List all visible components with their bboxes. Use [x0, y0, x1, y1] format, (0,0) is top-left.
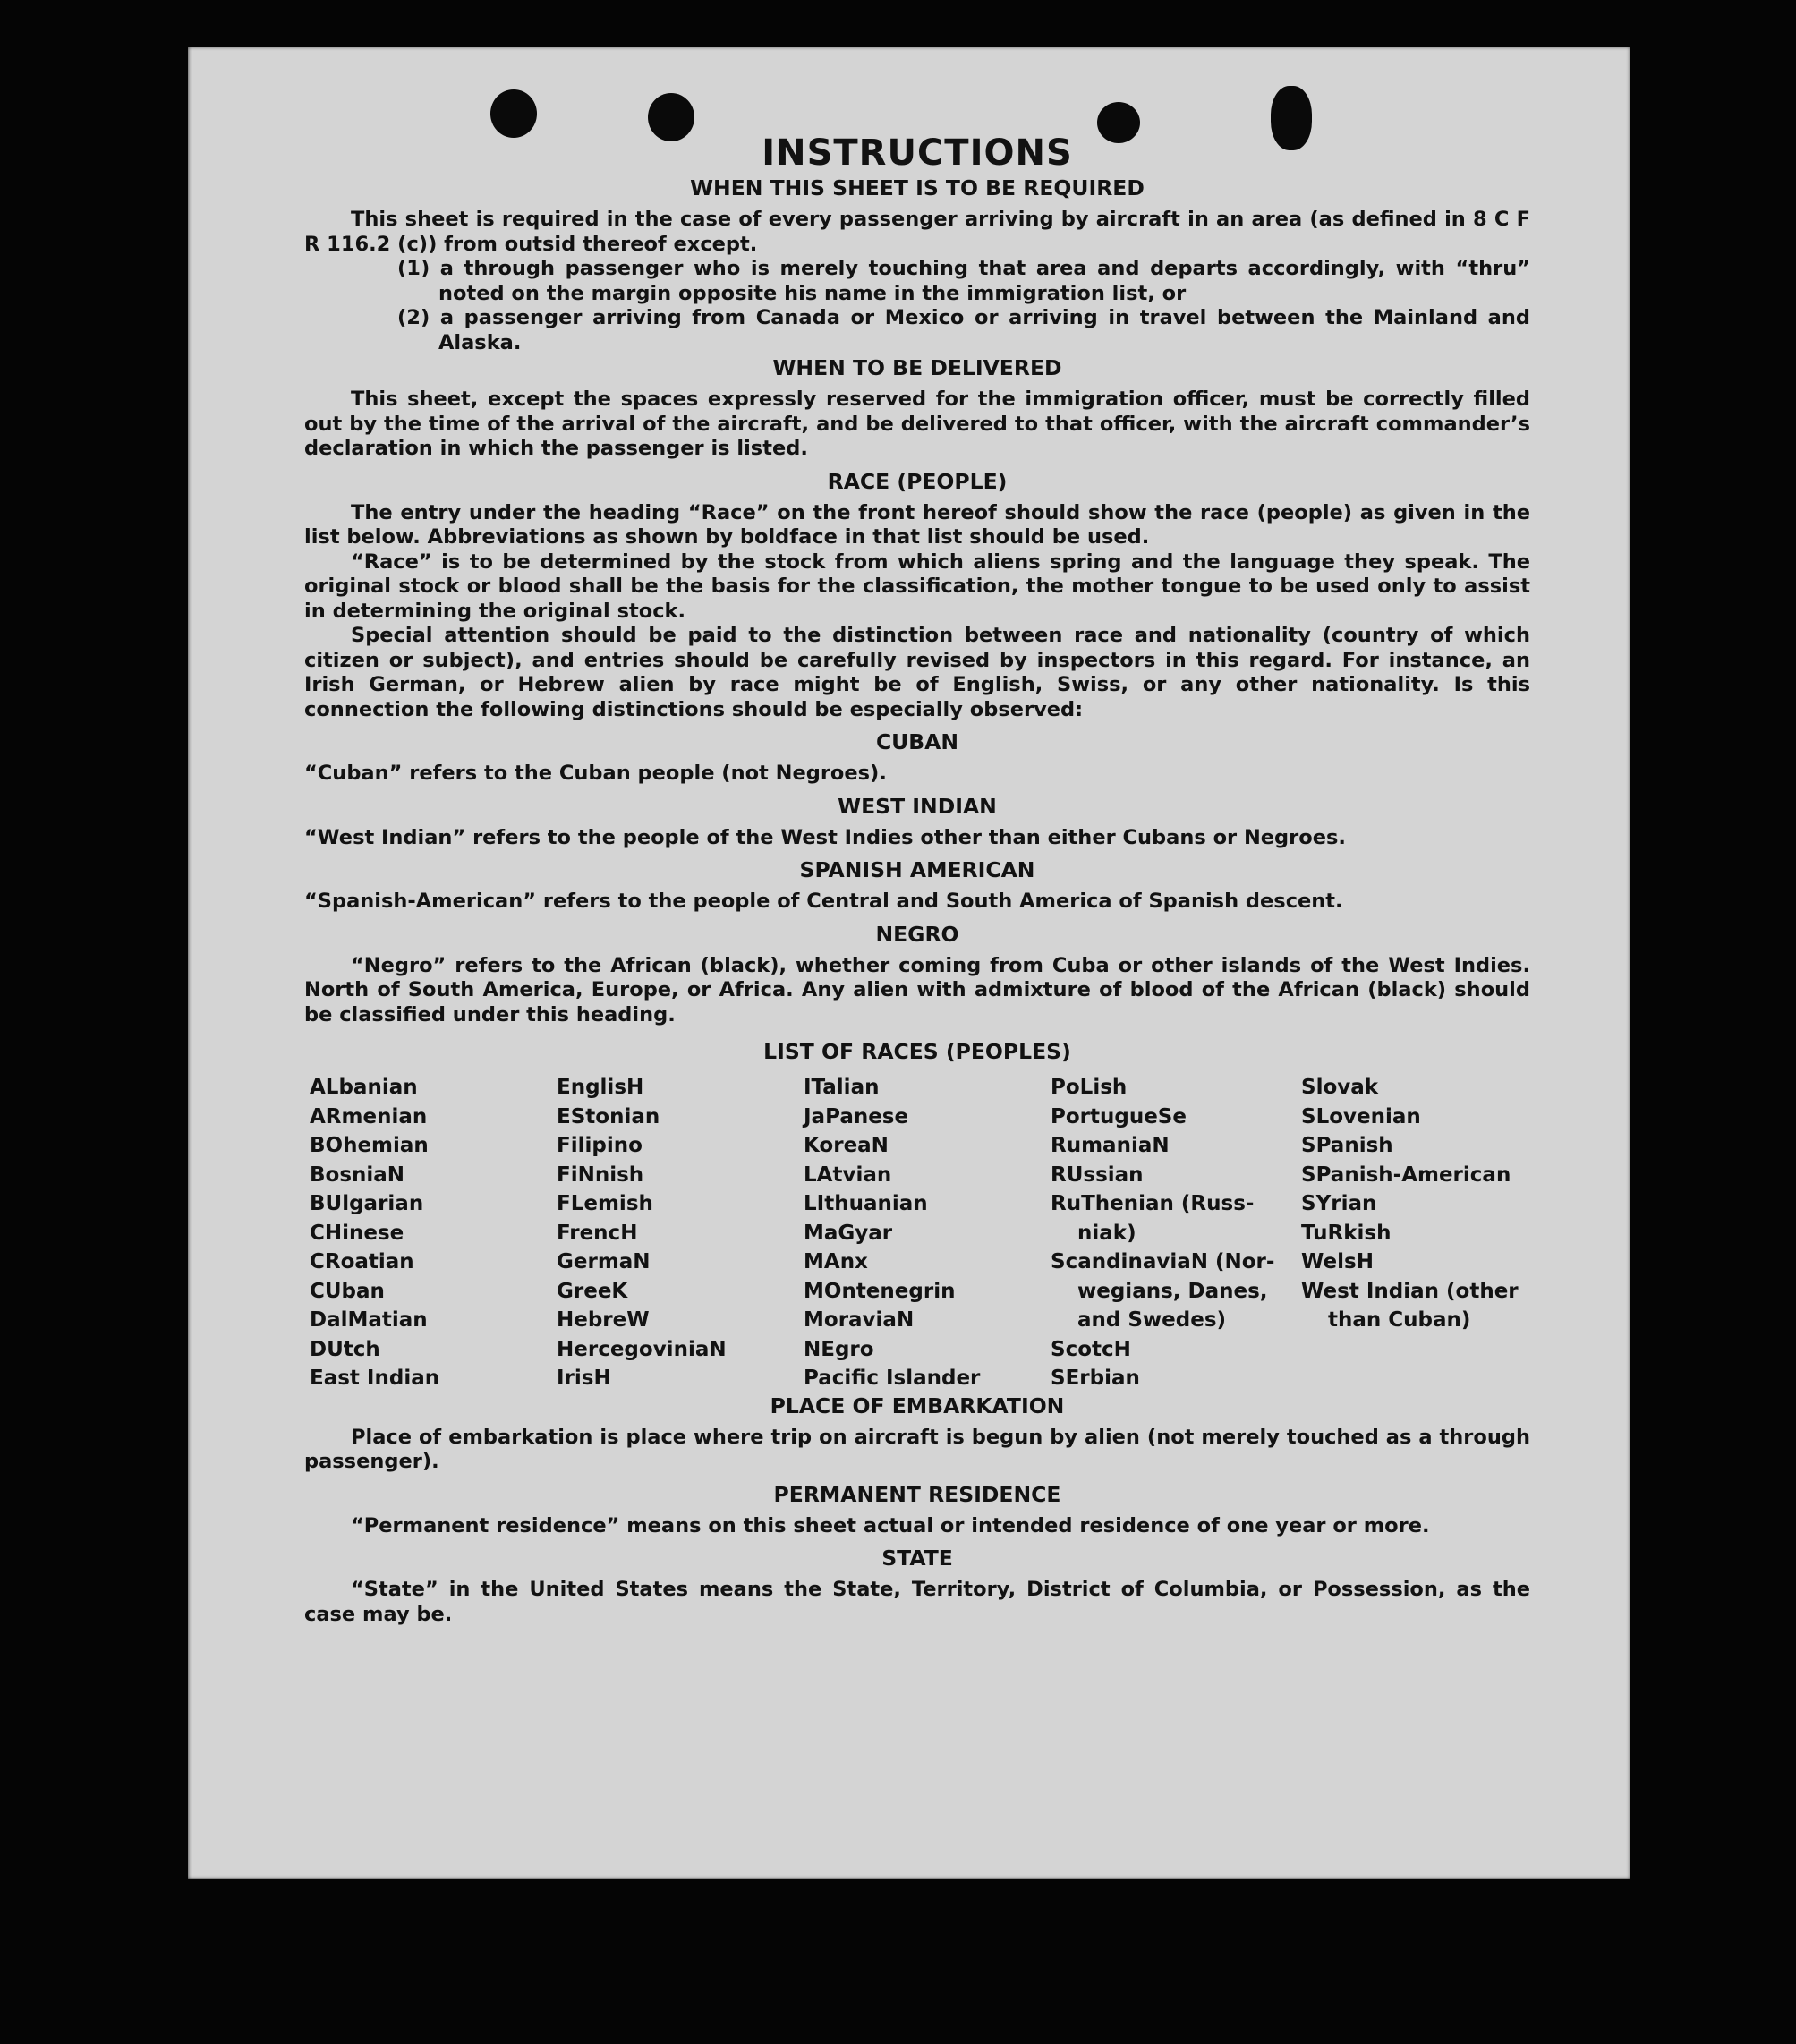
race-entry: ScotcH [1051, 1337, 1131, 1361]
race-entry: EStonian [557, 1104, 660, 1128]
race-entry: MaGyar [804, 1221, 893, 1245]
race-entry: Slovak [1301, 1076, 1379, 1099]
race-entry: IrisH [557, 1367, 611, 1390]
required-paragraph: This sheet is required in the case of every passenger arriving by aircraft in an area (as defined in 8 C F R 116.2 (c)) from outsid thereof except. [304, 208, 1530, 256]
race-entry: LIthuanian [804, 1192, 928, 1215]
residence-paragraph: “Permanent residence” means on this sheet actual or intended residence of one year or more. [351, 1513, 1430, 1537]
embarkation-paragraph: Place of embarkation is place where trip on aircraft is begun by alien (not merely touched as a through passenger). [304, 1425, 1530, 1473]
document-title: INSTRUCTIONS [762, 132, 1073, 174]
race-entry: EnglisH [557, 1076, 644, 1099]
section-heading-delivered: WHEN TO BE DELIVERED [772, 355, 1062, 380]
race-entry: ScandinaviaN (Nor- [1051, 1250, 1275, 1273]
race-entry: BOhemian [310, 1134, 429, 1157]
punch-hole [490, 89, 537, 138]
section-heading-cuban: CUBAN [875, 729, 959, 754]
required-exception-1: (1) a through passenger who is merely touching that area and departs accordingly, with “thru” noted on the margin opposite his name in the immigration list, or [397, 257, 1530, 305]
race-entry: SLovenian [1301, 1104, 1421, 1128]
section-heading-list-of-races: LIST OF RACES (PEOPLES) [763, 1039, 1071, 1064]
race-entry: DUtch [310, 1337, 380, 1361]
race-entry: Filipino [557, 1134, 643, 1157]
required-exception-2: (2) a passenger arriving from Canada or Mexico or arriving in travel between the Mainland and Alaska. [397, 306, 1530, 354]
cuban-paragraph: “Cuban” refers to the Cuban people (not Negroes). [304, 762, 887, 785]
race-entry: BosniaN [310, 1163, 405, 1187]
race-entry: SYrian [1301, 1192, 1377, 1215]
section-heading-spanish-american: SPANISH AMERICAN [799, 857, 1035, 882]
section-heading-race: RACE (PEOPLE) [827, 468, 1008, 494]
race-paragraph-1: The entry under the heading “Race” on the front hereof should show the race (people) as given in the list below. Abbreviations as shown by boldface in that list should be used. [304, 500, 1530, 549]
spanish-american-paragraph: “Spanish-American” refers to the people of Central and South America of Spanish descent. [304, 890, 1343, 913]
delivered-paragraph: This sheet, except the spaces expressly reserved for the immigration officer, must be correctly filled out by the time of the arrival of the aircraft, and be delivered to that officer, with the aircraft commander’s declaration in which the passenger is listed. [304, 388, 1530, 460]
race-entry: East Indian [310, 1367, 440, 1390]
race-entry: FLemish [557, 1192, 653, 1215]
race-entry: MAnx [804, 1250, 868, 1273]
race-entry: HercegoviniaN [557, 1337, 727, 1361]
race-entry: SErbian [1051, 1367, 1140, 1390]
race-entry: ARmenian [310, 1104, 428, 1128]
races-column-4 [1051, 1073, 1301, 1393]
section-heading-west-indian: WEST INDIAN [838, 793, 997, 819]
section-heading-residence: PERMANENT RESIDENCE [773, 1481, 1061, 1507]
race-entry: LAtvian [804, 1163, 892, 1187]
race-entry: NEgro [804, 1337, 874, 1361]
document-sheet [188, 47, 1630, 1879]
race-entry: SPanish [1301, 1134, 1393, 1157]
race-entry: TuRkish [1301, 1221, 1392, 1245]
negro-paragraph: “Negro” refers to the African (black), whether coming from Cuba or other islands of the West Indies. North of South America, Europe, or Africa. Any alien with admixture of blood of the African (black) should be classified under this heading. [304, 953, 1530, 1026]
race-entry: ALbanian [310, 1076, 418, 1099]
race-entry: BUlgarian [310, 1192, 424, 1215]
race-entry-continuation: wegians, Danes, [1077, 1279, 1268, 1303]
race-entry: GermaN [557, 1250, 651, 1273]
race-entry: FrencH [557, 1221, 638, 1245]
section-heading-required: WHEN THIS SHEET IS TO BE REQUIRED [690, 175, 1145, 200]
races-column-5 [1301, 1073, 1536, 1393]
race-entry: FiNnish [557, 1163, 644, 1187]
race-entry: RUssian [1051, 1163, 1144, 1187]
west-indian-paragraph: “West Indian” refers to the people of the West Indies other than either Cubans or Negroes. [304, 825, 1346, 849]
instructions-content [304, 132, 1530, 1627]
state-paragraph: “State” in the United States means the State, Territory, District of Columbia, or Possession, as the case may be. [304, 1578, 1530, 1626]
race-entry: JaPanese [804, 1104, 909, 1128]
race-entry: MoraviaN [804, 1308, 915, 1332]
race-entry: ITalian [804, 1076, 880, 1099]
race-entry: HebreW [557, 1308, 650, 1332]
race-entry: Pacific Islander [804, 1367, 981, 1390]
race-entry: KoreaN [804, 1134, 889, 1157]
race-entry: CHinese [310, 1221, 404, 1245]
race-entry: DalMatian [310, 1308, 428, 1332]
races-column-1 [310, 1073, 557, 1393]
race-entry: PortugueSe [1051, 1104, 1187, 1128]
races-column-3 [804, 1073, 1051, 1393]
race-entry: GreeK [557, 1279, 628, 1303]
section-heading-negro: NEGRO [875, 921, 959, 947]
race-entry: RuThenian (Russ- [1051, 1192, 1255, 1215]
races-column-2 [557, 1073, 804, 1393]
race-paragraph-3: Special attention should be paid to the distinction between race and nationality (country of which citizen or subject), and entries should be carefully revised by inspectors in this regard. For instance, an Irish German, or Hebrew alien by race might be of English, Swiss, or any other nationality. Is this connection the following distinctions should be especially observed: [304, 624, 1530, 721]
race-entry: WelsH [1301, 1250, 1374, 1273]
race-entry-continuation: than Cuban) [1328, 1308, 1471, 1332]
section-heading-embarkation: PLACE OF EMBARKATION [770, 1392, 1065, 1418]
race-entry: MOntenegrin [804, 1279, 956, 1303]
race-entry: CUban [310, 1279, 385, 1303]
races-list [310, 1073, 1530, 1393]
race-entry-continuation: niak) [1077, 1221, 1136, 1245]
race-entry: SPanish-American [1301, 1163, 1511, 1187]
race-entry-continuation: and Swedes) [1077, 1308, 1227, 1332]
race-entry: PoLish [1051, 1076, 1128, 1099]
race-entry: RumaniaN [1051, 1134, 1170, 1157]
race-paragraph-2: “Race” is to be determined by the stock from which aliens spring and the language they speak. The original stock or blood shall be the basis for the classification, the mother tongue to be used only to assist in determining the original stock. [304, 549, 1530, 623]
race-entry: West Indian (other [1301, 1279, 1519, 1303]
race-entry: CRoatian [310, 1250, 414, 1273]
section-heading-state: STATE [881, 1546, 953, 1571]
